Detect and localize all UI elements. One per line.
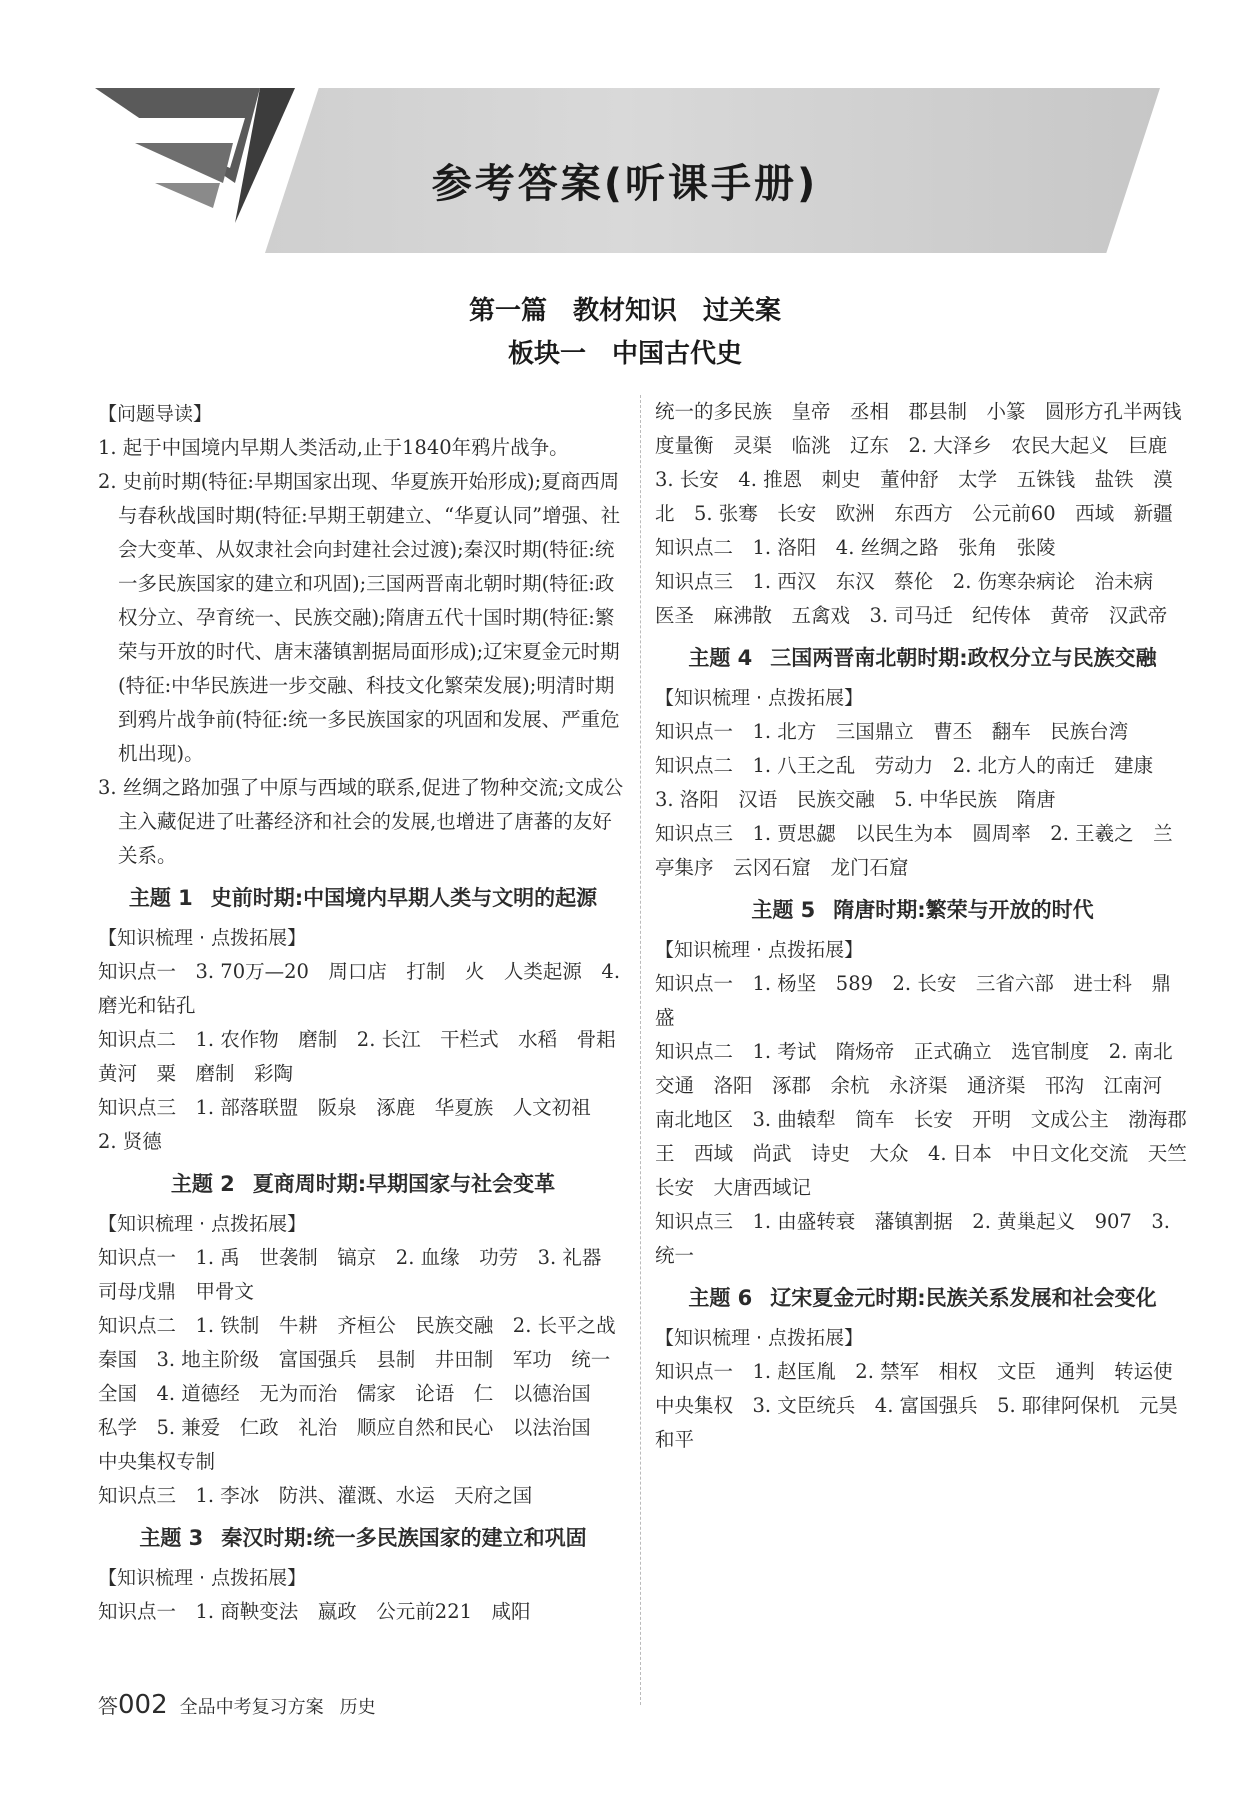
answer-line: 知识点一 1. 杨坚 589 2. 长安 三省六部 进士科 鼎盛 [655,972,1171,1029]
theme-heading [655,641,1190,675]
theme-title: 三国两晋南北朝时期:政权分立与民族交融 [770,646,1157,670]
subject-label: 历史 [339,1697,376,1718]
answer-line: 知识点二 1. 八王之乱 劳动力 2. 北方人的南迁 建康 3. 洛阳 汉语 民族交融 5. 中华民族 隋唐 [655,754,1173,811]
answer-line: 知识点三 1. 贾思勰 以民生为本 圆周率 2. 王羲之 兰亭集序 云冈石窟 龙门石窟 [655,822,1173,879]
left-column [98,395,636,1629]
knowledge-label: 【知识梳理 · 点拨拓展】 [98,1213,307,1235]
page-number: 002 [118,1690,168,1720]
theme-title: 史前时期:中国境内早期人类与文明的起源 [210,886,598,910]
answer-line: 知识点三 1. 西汉 东汉 蔡伦 2. 伤寒杂病论 治未病 医圣 麻沸散 五禽戏 3. 司马迁 纪传体 黄帝 汉武帝 [655,570,1173,627]
answer-line: 知识点二 1. 洛阳 4. 丝绸之路 张角 张陵 [655,536,1056,559]
theme-title: 夏商周时期:早期国家与社会变革 [252,1172,556,1196]
answer-line: 知识点一 3. 70万—20 周口店 打制 火 人类起源 4. 磨光和钻孔 [98,960,621,1017]
theme-number: 主题 6 [688,1286,753,1310]
knowledge-label: 【知识梳理 · 点拨拓展】 [98,927,307,949]
theme-heading [98,1521,628,1555]
theme-number: 主题 5 [751,898,816,922]
theme-heading [655,893,1190,927]
section-title: 板块一 中国古代史 [507,339,742,369]
guide-item: 2. 史前时期(特征:早期国家出现、华夏族开始形成);夏商西周与春秋战国时期(特征:早期王朝建立、“华夏认同”增强、社会大变革、从奴隶社会向封建社会过渡);秦汉时期(特征:统一多民族国家的建立和巩固);三国两晋南北朝时期(特征:政权分立、孕育统一、民族交融);隋唐五代十国时期(特征:繁荣与开放的时代、唐末藩镇割据局面形成);辽宋夏金元时期(特征:中华民族进一步交融、科技文化繁荣发展);明清时期到鸦片战争前(特征:统一多民族国家的巩固和发展、严重危机出现)。 [98,470,621,765]
answer-line: 知识点一 1. 商鞅变法 嬴政 公元前221 咸阳 [98,1600,531,1623]
right-column [655,395,1207,1457]
theme-heading [98,881,628,915]
answer-line: 知识点一 1. 赵匡胤 2. 禁军 相权 文臣 通判 转运使 中央集权 3. 文臣统兵 4. 富国强兵 5. 耶律阿保机 元昊 和平 [655,1360,1198,1451]
guide-item: 1. 起于中国境内早期人类活动,止于1840年鸦片战争。 [98,436,569,459]
theme-title: 秦汉时期:统一多民族国家的建立和巩固 [221,1526,587,1550]
theme-number: 主题 4 [688,646,753,670]
page-title: 参考答案(听课手册) [431,161,819,207]
theme-number: 主题 1 [128,886,193,910]
theme-title: 辽宋夏金元时期:民族关系发展和社会变化 [770,1286,1157,1310]
theme-heading [98,1167,628,1201]
guide-item: 3. 丝绸之路加强了中原与西域的联系,促进了物种交流;文成公主入藏促进了吐蕃经济和社会的发展,也增进了唐蕃的友好关系。 [98,776,624,867]
part-title: 第一篇 教材知识 过关案 [468,296,781,326]
knowledge-label: 【知识梳理 · 点拨拓展】 [655,1327,864,1349]
answer-line: 知识点三 1. 由盛转衰 藩镇割据 2. 黄巢起义 907 3. 统一 [655,1210,1170,1267]
knowledge-label: 【知识梳理 · 点拨拓展】 [655,939,864,961]
answer-line: 知识点二 1. 农作物 磨制 2. 长江 干栏式 水稻 骨耜 黄河 粟 磨制 彩陶 [98,1028,636,1085]
theme-number: 主题 3 [139,1526,204,1550]
answer-line: 知识点二 1. 铁制 牛耕 齐桓公 民族交融 2. 长平之战 秦国 3. 地主阶级 富国强兵 县制 井田制 军功 统一全国 4. 道德经 无为而治 儒家 论语 仁 以德治国 私学 5. 兼爱 仁政 礼治 顺应自然和民心 以法治国 中央集权专制 [98,1314,636,1473]
page-footer [98,1690,376,1720]
column-divider [640,395,641,1705]
theme-heading [655,1281,1190,1315]
answer-prefix: 答 [98,1694,118,1718]
book-title: 全品中考复习方案 [179,1697,324,1718]
knowledge-label: 【知识梳理 · 点拨拓展】 [98,1567,307,1589]
theme-title: 隋唐时期:繁荣与开放的时代 [833,898,1094,922]
answer-line: 知识点二 1. 考试 隋炀帝 正式确立 选官制度 2. 南北交通 洛阳 涿郡 余杭 永济渠 通济渠 邗沟 江南河 南北地区 3. 曲辕犁 筒车 长安 开明 文成公主 渤海郡王 西域 尚武 诗史 大众 4. 日本 中日文化交流 天竺 长安 大唐西域记 [655,1040,1207,1199]
knowledge-label: 【知识梳理 · 点拨拓展】 [655,687,864,709]
answer-line: 统一的多民族 皇帝 丞相 郡县制 小篆 圆形方孔半两钱 度量衡 灵渠 临洮 辽东 2. 大泽乡 农民大起义 巨鹿 3. 长安 4. 推恩 刺史 董仲舒 太学 五铢钱 盐铁 漠北 5. 张骞 长安 欧洲 东西方 公元前60 西域 新疆 [655,400,1202,525]
answer-line: 知识点三 1. 部落联盟 阪泉 涿鹿 华夏族 人文初祖 2. 贤德 [98,1096,611,1153]
answer-line: 知识点一 1. 北方 三国鼎立 曹丕 翻车 民族台湾 [655,720,1129,743]
answer-line: 知识点一 1. 禹 世袭制 镐京 2. 血缘 功劳 3. 礼器 司母戊鼎 甲骨文 [98,1246,621,1303]
guide-label: 【问题导读】 [98,403,213,425]
theme-number: 主题 2 [170,1172,235,1196]
answer-line: 知识点三 1. 李冰 防洪、灌溉、水运 天府之国 [98,1484,533,1507]
